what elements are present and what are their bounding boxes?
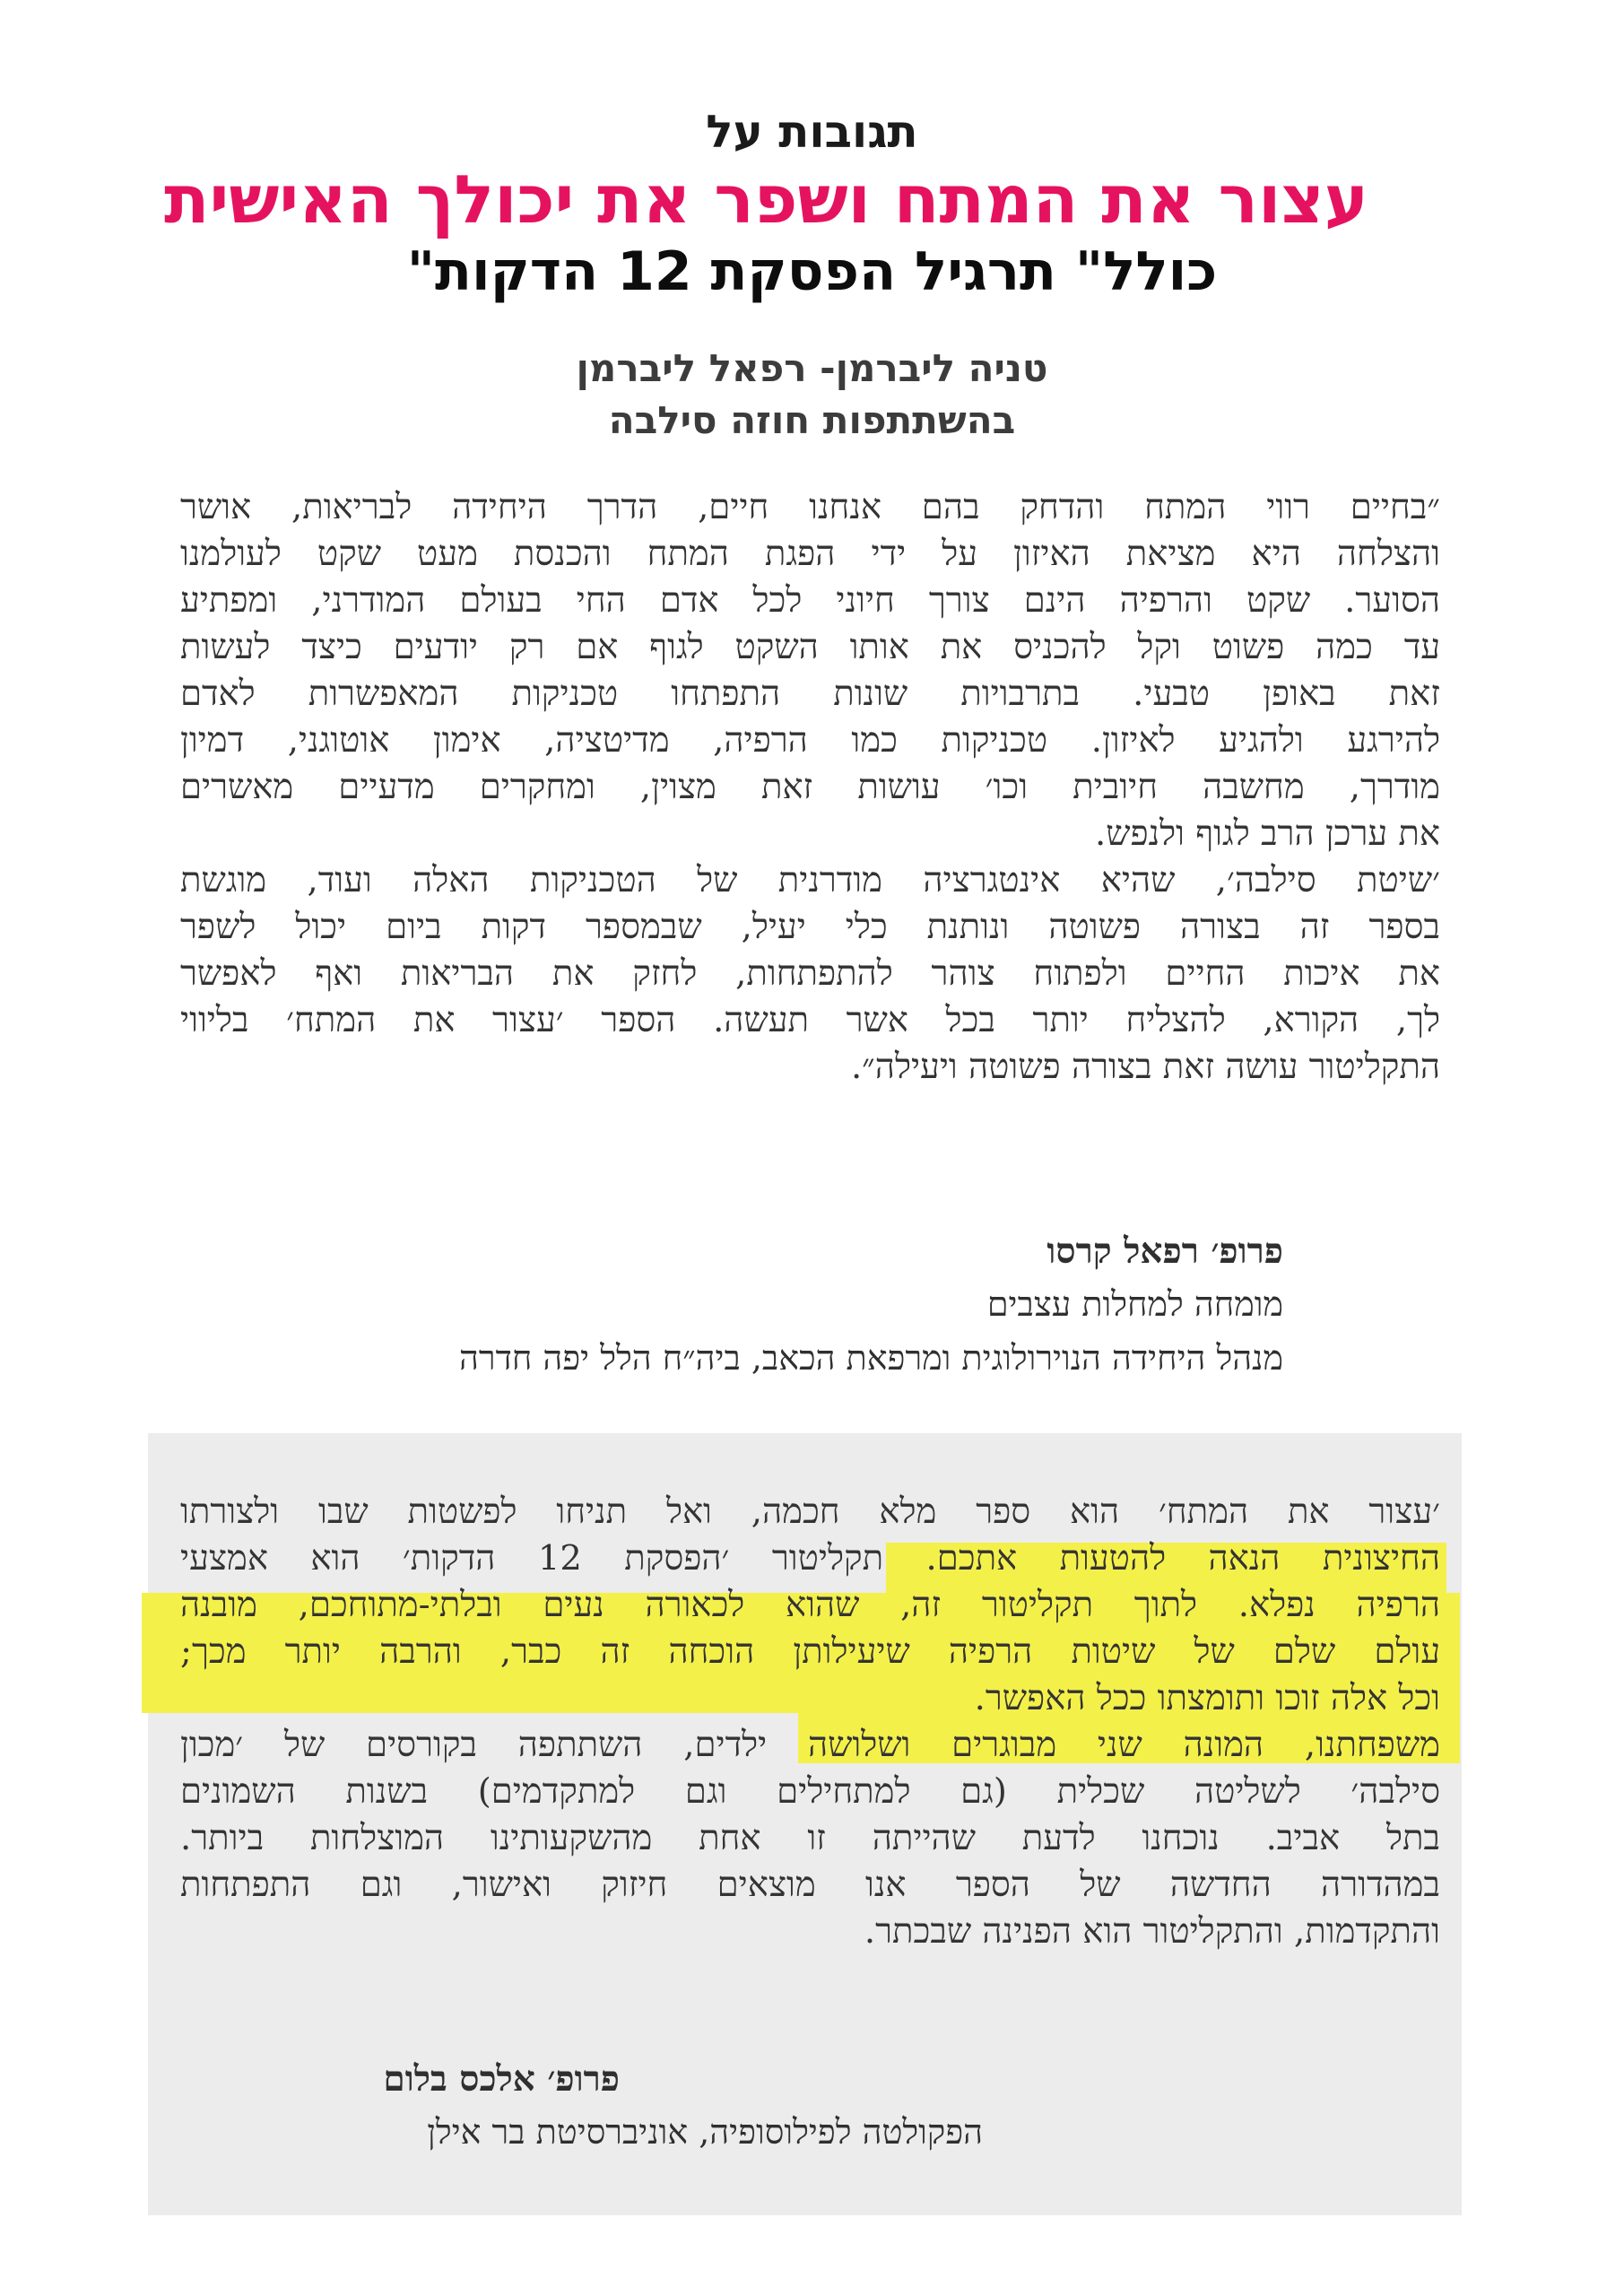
header-intro: תגובות על <box>706 106 918 158</box>
reviewer-1-title: מומחה למחלות עצבים <box>986 1284 1283 1324</box>
author-names: טניה ליברמן- רפאל ליברמן <box>576 346 1048 390</box>
review-1-text <box>180 484 1440 1091</box>
review-1-line: לך, הקורא, להצליח יותר בכל אשר תעשה. הספר ׳עצור את המתח׳ בליווי <box>180 1000 1440 1040</box>
review-1-line: התקליטור עושה זאת בצורה פשוטה ויעילה״. <box>850 1047 1440 1087</box>
review-2-line: וכל אלה זוכו ותומצתו ככל האפשר. <box>974 1678 1440 1718</box>
review-2-line: עולם שלם של שיטות הרפיה שיעילותן הוכחה זה כבר, והרבה יותר מכך; <box>180 1631 1440 1672</box>
review-1-line: בספר זה בצורה פשוטה ונותנת כלי יעיל, שבמספר דקות ביום יכול לשפר <box>180 907 1440 947</box>
review-1-line: הסוער. שקט והרפיה הינם צורך חיוני לכל אדם החי בעולם המודרני, ומפתיע <box>180 580 1440 621</box>
review-2-line: הרפיה נפלא. לתוך תקליטור זה, שהוא לכאורה נעים ובלתי-מתוחכם, מובנה <box>180 1585 1440 1625</box>
reviewer-2-name: פרופ׳ אלכס בלום <box>383 2058 620 2100</box>
reviewer-1-affiliation: מנהל היחידה הנוירולוגית ומרפאת הכאב, ביה״ח הלל יפה חדרה <box>459 1338 1283 1378</box>
review-2-line: משפחתנו, המונה שני מבוגרים ושלושה ילדים, השתתפה בקורסים של ׳מכון <box>180 1725 1440 1765</box>
review-2-line: סילבה׳ לשליטה שכלית (גם למתחילים וגם למתקדמים) בשנות השמונים <box>180 1771 1440 1812</box>
review-2-line: החיצונית הנאה להטעות אתכם. תקליטור ׳הפסקת 12 הדקות׳ הוא אמצעי <box>180 1538 1440 1578</box>
review-1-line: זאת באופן טבעי. בתרבויות שונות התפתחו טכניקות המאפשרות לאדם <box>180 674 1440 714</box>
review-1-line: מודרך, מחשבה חיובית וכו׳ עושות זאת מצוין, ומחקרים מדעיים מאשרים <box>180 767 1440 807</box>
review-2-text <box>180 1489 1440 1955</box>
book-title: עצור את המתח ושפר את יכולך האישית <box>163 161 1368 239</box>
review-2-line: בתל אביב. נוכחנו לדעת שהייתה זו אחת מהשקעותינו המוצלחות ביותר. <box>180 1818 1440 1858</box>
review-1-line: את ערכן הרב לגוף ולנפש. <box>1094 813 1440 854</box>
reviewer-2-affiliation: הפקולטה לפילוסופיה, אוניברסיטת בר אילן <box>427 2112 983 2152</box>
review-1-line: ״בחיים רווי המתח והדחק בהם אנחנו חיים, הדרך היחידה לבריאות, אושר <box>180 487 1440 527</box>
review-1-line: את איכות החיים ולפתוח צוהר להתפתחות, לחזק את הבריאות ואף לאפשר <box>180 953 1440 994</box>
review-1-line: ׳שיטת סילבה׳, שהיא אינטגרציה מודרנית של הטכניקות האלה ועוד, מוגשת <box>180 860 1440 900</box>
reviewer-1-name: פרופ׳ רפאל קרסו <box>1046 1231 1283 1272</box>
review-1-line: להירגע ולהגיע לאיזון. טכניקות כמו הרפיה, מדיטציה, אימון אוטוגני, דמיון <box>180 720 1440 761</box>
review-2-line: והתקדמות, והתקליטור הוא הפנינה שבכתר. <box>864 1911 1440 1952</box>
review-1-line: והצלחה היא מציאת האיזון על ידי הפגת המתח והכנסת מעט שקט לעולמנו <box>180 534 1440 574</box>
review-2-line: ׳עצור את המתח׳ הוא ספר מלא חכמה, ואל תניחו לפשטות שבו ולצורתו <box>180 1492 1440 1532</box>
review-2-line: במהדורה החדשה של הספר אנו מוצאים חיזוק ואישור, וגם התפתחות <box>180 1865 1440 1905</box>
review-1-line: עד כמה פשוט וקל להכניס את אותו השקט לגוף אם רק יודעים כיצד לעשות <box>180 627 1440 667</box>
author-participation: בהשתתפות חוזה סילבה <box>608 398 1016 442</box>
book-subtitle: כולל" תרגיל הפסקת 12 הדקות" <box>406 240 1218 303</box>
